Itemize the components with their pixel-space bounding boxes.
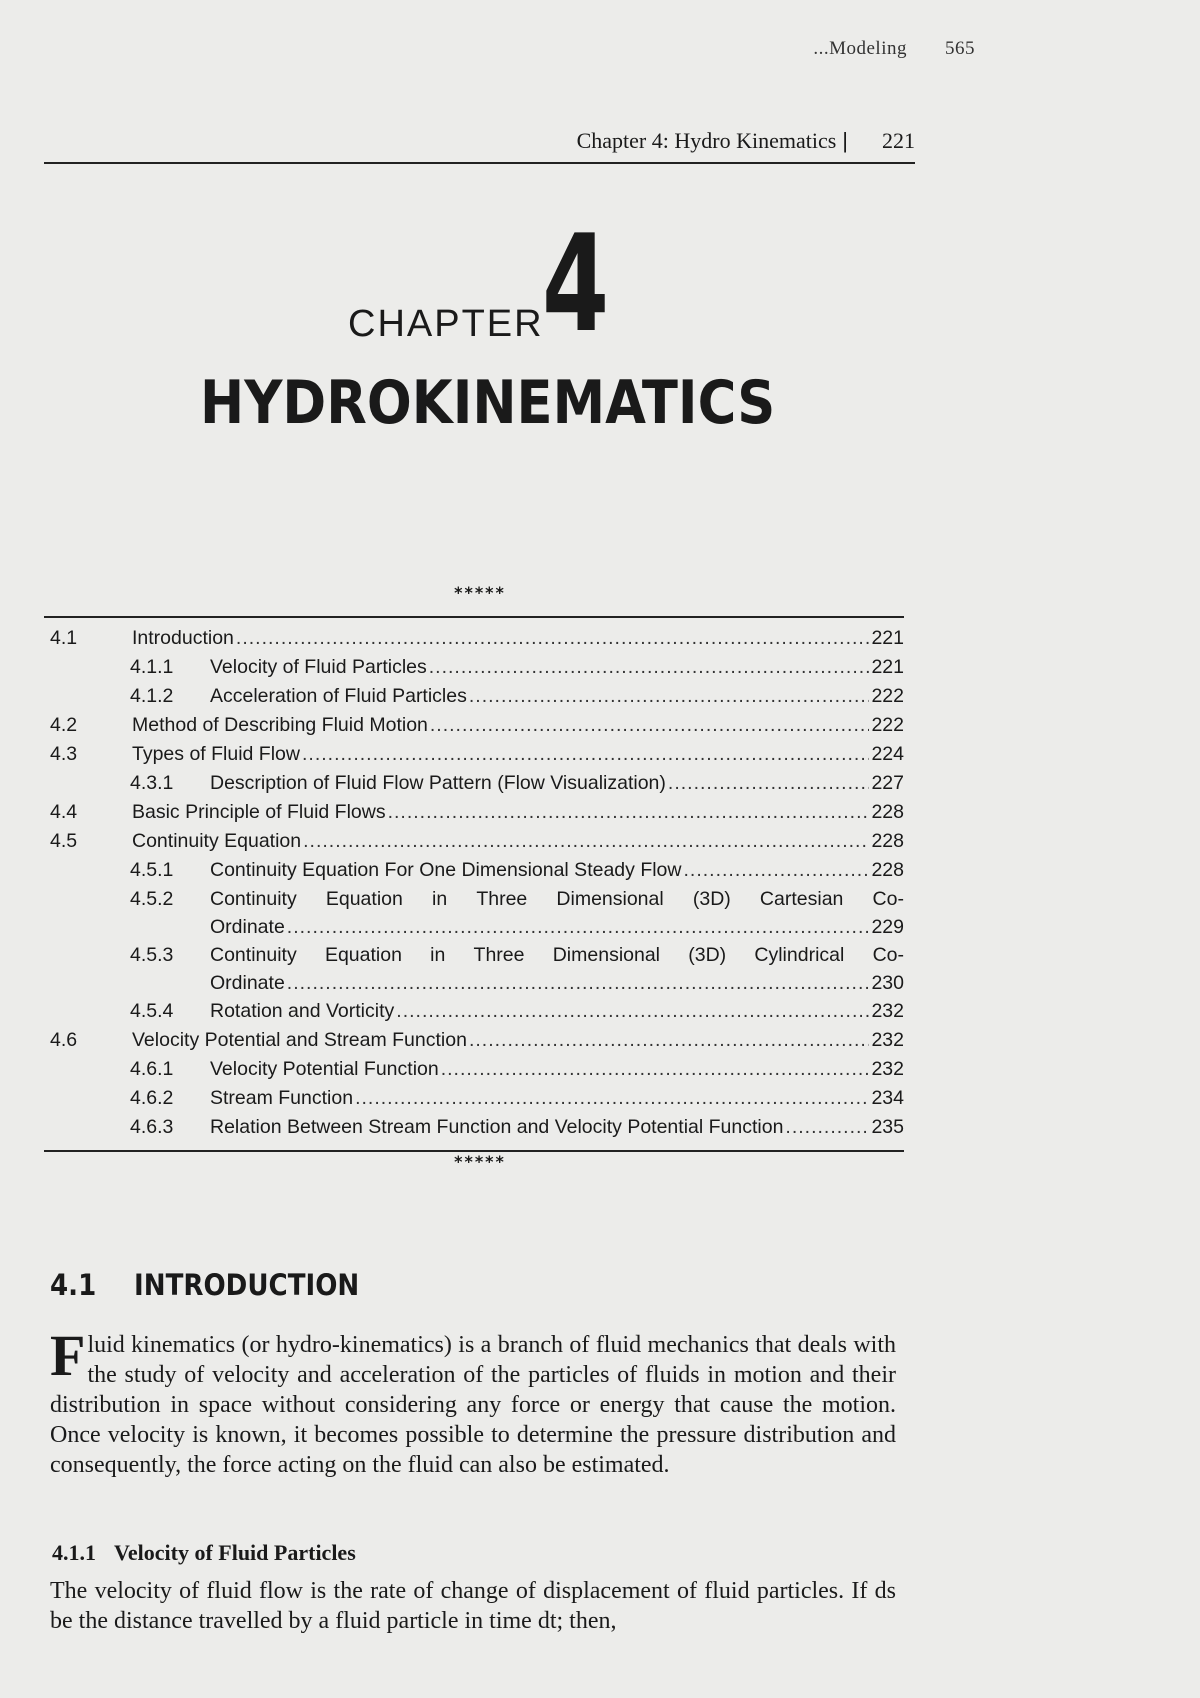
toc-title-line-2: Ordinate: [210, 916, 285, 938]
toc-page-number: 228: [871, 859, 904, 881]
toc-page-number: 228: [871, 830, 904, 852]
toc-row: [44, 740, 904, 769]
toc-row: [44, 1055, 904, 1084]
toc-row: [44, 1026, 904, 1055]
toc-page-number: 222: [871, 685, 904, 707]
toc-leader-dots: [785, 1113, 869, 1142]
chapter-title: HYDROKINEMATICS: [200, 368, 776, 438]
toc-bottom-ornament: *****: [454, 1152, 506, 1171]
toc-row: [44, 997, 904, 1026]
toc-row: [44, 941, 904, 997]
toc-title-word: in: [431, 888, 448, 910]
toc-entry: [132, 827, 904, 856]
toc-section-number: 4.6: [50, 1029, 78, 1051]
table-of-contents: [44, 616, 904, 1152]
toc-section-number: 4.6.1: [130, 1058, 174, 1080]
velocity-paragraph: The velocity of fluid flow is the rate of change of displacement of fluid particles. If ds be the distance travelled by a fluid particle in time dt; then,: [50, 1578, 896, 1634]
toc-section-number: 4.1: [50, 627, 78, 649]
toc-leader-dots: [684, 856, 870, 885]
toc-entry: [210, 941, 904, 997]
toc-page-number: 221: [871, 627, 904, 649]
drop-cap: F: [50, 1323, 86, 1388]
toc-row: [44, 856, 904, 885]
section-number: 4.1: [50, 1268, 97, 1302]
toc-section-number: 4.5.3: [130, 944, 174, 966]
toc-page-number: 232: [871, 1058, 904, 1080]
toc-row: [44, 1084, 904, 1113]
toc-title-word: (3D): [688, 944, 727, 966]
toc-leader-dots: [430, 711, 870, 740]
toc-section-number: 4.3: [50, 743, 78, 765]
running-head: [44, 128, 915, 164]
toc-title: Types of Fluid Flow: [132, 743, 300, 765]
toc-entry: [210, 856, 904, 885]
subsection-number: 4.1.1: [52, 1540, 96, 1565]
toc-section-number: 4.5: [50, 830, 78, 852]
toc-entry: [210, 682, 904, 711]
toc-row: [44, 885, 904, 941]
toc-title: Rotation and Vorticity: [210, 1000, 395, 1022]
toc-title: Acceleration of Fluid Particles: [210, 685, 467, 707]
toc-title: Stream Function: [210, 1087, 354, 1109]
toc-entry: [132, 711, 904, 740]
toc-page-number: 230: [871, 972, 904, 994]
toc-top-ornament: *****: [454, 583, 506, 602]
toc-title-word: Continuity: [210, 888, 297, 910]
toc-title: Continuity Equation: [132, 830, 302, 852]
toc-title: Description of Fluid Flow Pattern (Flow Visualization): [210, 772, 666, 794]
toc-row: [44, 624, 904, 653]
toc-page-number: 221: [871, 656, 904, 678]
toc-section-number: 4.6.3: [130, 1116, 174, 1138]
toc-page-number: 224: [871, 743, 904, 765]
toc-entry: [132, 798, 904, 827]
toc-row: [44, 769, 904, 798]
toc-page-number: 222: [871, 714, 904, 736]
toc-entry: [210, 1084, 904, 1113]
toc-title-word: Equation: [325, 888, 403, 910]
toc-leader-dots: [396, 997, 869, 1026]
toc-section-number: 4.2: [50, 714, 78, 736]
toc-title-word: Co-: [872, 888, 904, 910]
toc-title-word: Dimensional: [552, 944, 661, 966]
toc-leader-dots: [302, 740, 869, 769]
toc-leader-dots: [441, 1055, 870, 1084]
toc-leader-dots: [668, 769, 870, 798]
previous-header-page-number: 565: [945, 38, 975, 59]
toc-leader-dots: [429, 653, 870, 682]
toc-entry: [210, 997, 904, 1026]
toc-section-number: 4.6.2: [130, 1087, 174, 1109]
toc-section-number: 4.5.2: [130, 888, 174, 910]
chapter-number: 4: [542, 206, 610, 362]
section-heading: [50, 1268, 359, 1302]
toc-page-number: 235: [871, 1116, 904, 1138]
toc-title: Velocity Potential Function: [210, 1058, 439, 1080]
toc-page-number: 232: [871, 1000, 904, 1022]
toc-title: Relation Between Stream Function and Velocity Potential Function: [210, 1116, 784, 1138]
intro-paragraph: [50, 1323, 896, 1480]
toc-entry: [132, 740, 904, 769]
toc-title: Velocity Potential and Stream Function: [132, 1029, 467, 1051]
toc-title-word: Three: [476, 888, 528, 910]
toc-row: [44, 682, 904, 711]
toc-title-line-1: [210, 885, 904, 913]
toc-entry: [132, 1026, 904, 1055]
toc-title-word: Cylindrical: [754, 944, 845, 966]
toc-page-number: 227: [871, 772, 904, 794]
toc-section-number: 4.3.1: [130, 772, 174, 794]
toc-title-word: Equation: [324, 944, 402, 966]
toc-title: Velocity of Fluid Particles: [210, 656, 427, 678]
toc-entry: [210, 653, 904, 682]
toc-title-line-1: [210, 941, 904, 969]
toc-section-number: 4.5.1: [130, 859, 174, 881]
toc-title-word: Dimensional: [556, 888, 664, 910]
toc-row: [44, 1113, 904, 1142]
toc-row: [44, 827, 904, 856]
toc-entry: [210, 769, 904, 798]
toc-page-number: 232: [871, 1029, 904, 1051]
toc-title: Method of Describing Fluid Motion: [132, 714, 428, 736]
toc-title: Introduction: [132, 627, 234, 649]
previous-page-header: [813, 38, 975, 60]
toc-page-number: 228: [871, 801, 904, 823]
intro-paragraph-text: luid kinematics (or hydro-kinematics) is a branch of fluid mechanics that deals with the study of velocity and acceleration of the particles of fluids in motion and their distribution in space without considering any force or energy that cause the motion. Once velocity is known, it becomes possible to determine the pressure distribution and consequently, the force acting on the fluid can also be estimated.: [50, 1332, 896, 1478]
subsection-heading: [52, 1540, 356, 1566]
toc-title: Basic Principle of Fluid Flows: [132, 801, 386, 823]
toc-title: Continuity Equation For One Dimensional Steady Flow: [210, 859, 682, 881]
toc-entry: [210, 1055, 904, 1084]
toc-page-number: 234: [871, 1087, 904, 1109]
toc-leader-dots: [388, 798, 870, 827]
section-title: INTRODUCTION: [134, 1268, 360, 1302]
running-head-page-number: 221: [882, 128, 915, 153]
toc-row: [44, 711, 904, 740]
toc-title-word: Cartesian: [759, 888, 844, 910]
toc-section-number: 4.1.1: [130, 656, 174, 678]
toc-leader-dots: [236, 624, 870, 653]
toc-title-word: Continuity: [210, 944, 297, 966]
toc-section-number: 4.1.2: [130, 685, 174, 707]
toc-leader-dots: [355, 1084, 869, 1113]
running-head-chapter: Chapter 4: Hydro Kinematics: [576, 128, 837, 153]
toc-leader-dots: [287, 969, 870, 998]
toc-leader-dots: [303, 827, 869, 856]
toc-title-word: Three: [473, 944, 525, 966]
toc-leader-dots: [469, 1026, 870, 1055]
toc-entry: [132, 624, 904, 653]
toc-title-word: Co-: [872, 944, 904, 966]
running-head-separator: |: [842, 128, 848, 153]
chapter-label: CHAPTER: [348, 303, 544, 345]
previous-header-text: ...Modeling: [813, 38, 907, 59]
toc-leader-dots: [469, 682, 870, 711]
toc-row: [44, 798, 904, 827]
toc-section-number: 4.5.4: [130, 1000, 174, 1022]
toc-row: [44, 653, 904, 682]
toc-entry: [210, 885, 904, 941]
toc-title-line-2: Ordinate: [210, 972, 285, 994]
subsection-title: Velocity of Fluid Particles: [114, 1540, 356, 1565]
toc-page-number: 229: [871, 916, 904, 938]
toc-leader-dots: [287, 913, 870, 942]
toc-section-number: 4.4: [50, 801, 78, 823]
toc-title-word: in: [430, 944, 446, 966]
toc-entry: [210, 1113, 904, 1142]
toc-title-word: (3D): [692, 888, 731, 910]
